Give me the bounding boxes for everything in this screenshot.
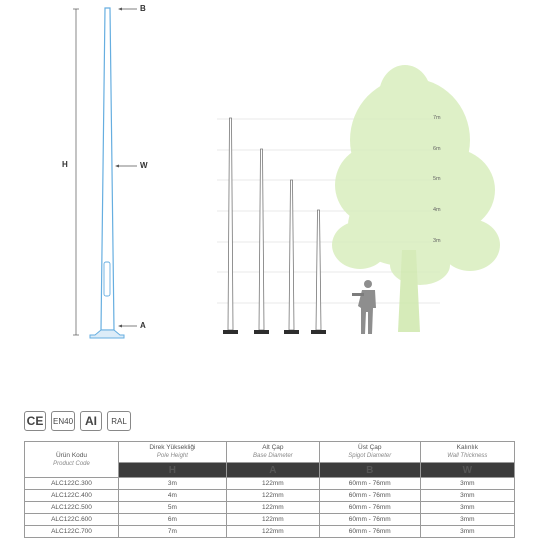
table-row (25, 526, 515, 538)
pole-elevation (73, 8, 137, 339)
header-product-code (25, 442, 119, 478)
cell-pole-height: 3m (119, 478, 227, 490)
height-tick-6m: 6m (433, 146, 441, 152)
cell-wall-thickness: 3mm (420, 502, 514, 514)
cell-base-diameter: 122mm (226, 526, 319, 538)
cell-base-diameter: 122mm (226, 502, 319, 514)
header-pole-height-tr: Direk Yüksekliği (149, 444, 196, 451)
cell-product-code: ALC122C.700 (25, 526, 119, 538)
comparison-poles (223, 118, 326, 334)
dim-label-h: H (62, 160, 68, 169)
height-tick-4m: 4m (433, 207, 441, 213)
cell-spigot-diameter: 60mm - 76mm (319, 490, 420, 502)
certification-badges (24, 411, 131, 431)
height-tick-7m: 7m (433, 115, 441, 121)
header-base-diameter-tr: Alt Çap (262, 444, 284, 451)
cell-pole-height: 6m (119, 514, 227, 526)
dim-label-w: W (140, 161, 148, 170)
letter-w: W (420, 463, 514, 478)
cell-product-code: ALC122C.300 (25, 478, 119, 490)
height-tick-3m: 3m (433, 238, 441, 244)
aluminium-badge: AI (80, 411, 102, 431)
cell-spigot-diameter: 60mm - 76mm (319, 478, 420, 490)
cell-base-diameter: 122mm (226, 490, 319, 502)
dim-label-b: B (140, 4, 146, 13)
height-tick-5m: 5m (433, 176, 441, 182)
letter-h: H (119, 463, 227, 478)
cell-base-diameter: 122mm (226, 514, 319, 526)
header-base-diameter (226, 442, 319, 463)
header-spigot-diameter (319, 442, 420, 463)
tree-illustration (332, 65, 500, 332)
cell-wall-thickness: 3mm (420, 514, 514, 526)
header-spigot-diameter-tr: Üst Çap (358, 444, 382, 451)
cell-wall-thickness: 3mm (420, 490, 514, 502)
cell-wall-thickness: 3mm (420, 526, 514, 538)
cell-pole-height: 4m (119, 490, 227, 502)
table-row (25, 490, 515, 502)
cell-product-code: ALC122C.500 (25, 502, 119, 514)
table-header-row (25, 442, 515, 463)
header-wall-thickness-tr: Kalınlık (456, 444, 478, 451)
cell-product-code: ALC122C.400 (25, 490, 119, 502)
table-row (25, 514, 515, 526)
letter-a: A (226, 463, 319, 478)
header-wall-thickness-en: Wall Thickness (447, 453, 488, 459)
cell-spigot-diameter: 60mm - 76mm (319, 502, 420, 514)
specification-table (24, 441, 515, 538)
ce-mark-badge: CE (24, 411, 46, 431)
header-base-diameter-en: Base Diameter (253, 453, 293, 459)
header-pole-height (119, 442, 227, 463)
table-row (25, 478, 515, 490)
ral-badge: RAL (107, 411, 131, 431)
header-product-code-tr: Ürün Kodu (55, 451, 88, 459)
letter-b: B (319, 463, 420, 478)
table-row (25, 502, 515, 514)
cell-pole-height: 7m (119, 526, 227, 538)
cell-wall-thickness: 3mm (420, 478, 514, 490)
header-spigot-diameter-en: Spigot Diameter (348, 453, 392, 459)
header-product-code-en: Product Code (53, 460, 90, 467)
cell-pole-height: 5m (119, 502, 227, 514)
cell-product-code: ALC122C.600 (25, 514, 119, 526)
cell-spigot-diameter: 60mm - 76mm (319, 514, 420, 526)
cell-base-diameter: 122mm (226, 478, 319, 490)
cell-spigot-diameter: 60mm - 76mm (319, 526, 420, 538)
en40-badge: EN40 (51, 411, 75, 431)
dim-label-a: A (140, 321, 146, 330)
header-pole-height-en: Pole Height (156, 453, 188, 459)
person-silhouette (352, 280, 376, 334)
header-wall-thickness (420, 442, 514, 463)
